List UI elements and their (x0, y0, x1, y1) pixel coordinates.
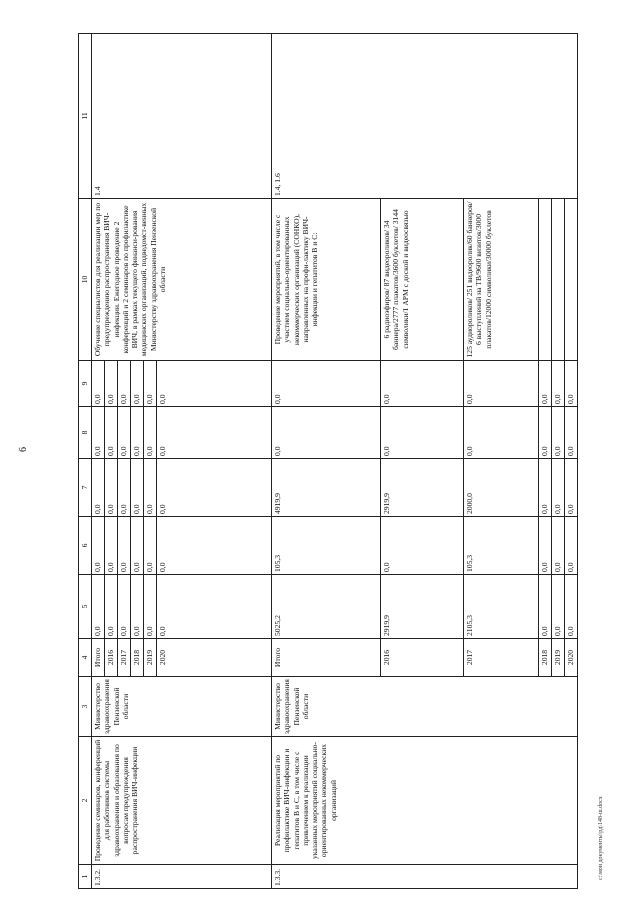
value-cell: 0,0 (144, 575, 157, 639)
value-cell: 5025,2 (272, 575, 381, 639)
value-cell: 0,0 (144, 517, 157, 575)
indicator-ref: 1.4 (92, 34, 272, 199)
value-cell: 0,0 (92, 575, 105, 639)
value-cell: 2000,0 (464, 459, 539, 517)
value-cell: 0,0 (131, 407, 144, 459)
result-2017: 125 аудиороликов/ 251 видеоролик/60 баннеров/ 6 выступлений на ТВ/9600 визиток/3000 плакатов/12000 символики/30000 буклетов (464, 199, 539, 361)
value-cell: 0,0 (552, 361, 565, 407)
col-header-9: 9 (79, 361, 92, 407)
page-number: 6 (18, 447, 29, 452)
result-empty-cell (565, 199, 578, 361)
value-cell: 0,0 (552, 517, 565, 575)
value-cell: 2919,9 (381, 459, 464, 517)
year-cell: 2016 (381, 639, 464, 677)
value-cell: 0,0 (131, 517, 144, 575)
value-cell: 0,0 (157, 517, 272, 575)
year-cell: 2020 (157, 639, 272, 677)
value-cell: 0,0 (131, 459, 144, 517)
value-cell: 0,0 (92, 407, 105, 459)
value-cell: 0,0 (157, 361, 272, 407)
col-header-6: 6 (79, 517, 92, 575)
table-row (272, 34, 381, 889)
value-cell: 0,0 (105, 361, 118, 407)
year-cell: Итого (92, 639, 105, 677)
value-cell: 105,3 (464, 517, 539, 575)
value-cell: 0,0 (552, 407, 565, 459)
value-cell: 0,0 (565, 575, 578, 639)
value-cell: 0,0 (144, 459, 157, 517)
value-cell: 0,0 (381, 361, 464, 407)
value-cell: 0,0 (381, 407, 464, 459)
table-row (92, 34, 105, 889)
col-header-3: 3 (79, 677, 92, 737)
year-cell: Итого (272, 639, 381, 677)
measure-number: 1.3.3. (272, 865, 578, 889)
value-cell: 0,0 (539, 459, 552, 517)
year-cell: 2017 (464, 639, 539, 677)
measure-result: Обучение специалистов для реализации мер по предупреждению распространения ВИЧ-инфекции. Ежегодное проведение 2 конференций и 2 семинаров по профилактике ВИЧ, в рамках текущего финанси-рования медицинских организаций, подведомст-венных Министерству здравоохранения Пензенской области (92, 199, 272, 361)
program-measures-table (78, 33, 578, 889)
value-cell: 4919,9 (272, 459, 381, 517)
value-cell: 0,0 (105, 575, 118, 639)
value-cell: 0,0 (539, 361, 552, 407)
col-header-11: 11 (79, 34, 92, 199)
value-cell: 0,0 (565, 517, 578, 575)
value-cell: 0,0 (118, 517, 131, 575)
measure-executor: Министерство здравоохранения Пензенской области (272, 677, 578, 737)
value-cell: 0,0 (118, 407, 131, 459)
measure-number: 1.3.2. (92, 865, 272, 889)
value-cell: 0,0 (565, 407, 578, 459)
value-cell: 0,0 (118, 575, 131, 639)
value-cell: 2105,3 (464, 575, 539, 639)
value-cell: 0,0 (131, 575, 144, 639)
value-cell: 0,0 (157, 407, 272, 459)
year-cell: 2018 (131, 639, 144, 677)
indicator-ref: 1.4, 1.6 (272, 34, 578, 199)
value-cell: 0,0 (118, 459, 131, 517)
result-2016: 6 радиоэфиров/ 87 видеороликов/ 34 баннера/2777 плакатов/3600 буклетов/ 3144 символики/1 АРМ с доской и видеосвязью (381, 199, 464, 361)
year-cell: 2020 (565, 639, 578, 677)
measure-result: Проведение мероприятий, в том числе с участием социально-ориентированных некоммерческих организаций (СОНКО), направленных на профи-лактику ВИЧ-инфекции и гепатитов В и С: (272, 199, 381, 361)
col-header-10: 10 (79, 199, 92, 361)
value-cell: 0,0 (118, 361, 131, 407)
measure-executor: Министерство здравоохранения Пензенской области (92, 677, 272, 737)
col-header-2: 2 (79, 737, 92, 865)
value-cell: 0,0 (552, 575, 565, 639)
value-cell: 0,0 (539, 575, 552, 639)
rotated-table-sheet (78, 34, 573, 889)
file-path-footer: c:\мои документы\рд\148-ш.docx (598, 796, 604, 880)
value-cell: 0,0 (272, 361, 381, 407)
value-cell: 0,0 (464, 407, 539, 459)
value-cell: 0,0 (464, 361, 539, 407)
year-cell: 2019 (144, 639, 157, 677)
value-cell: 0,0 (552, 459, 565, 517)
value-cell: 0,0 (144, 407, 157, 459)
result-empty-cell (552, 199, 565, 361)
value-cell: 0,0 (381, 517, 464, 575)
value-cell: 0,0 (539, 407, 552, 459)
col-header-1: 1 (79, 865, 92, 889)
value-cell: 0,0 (105, 407, 118, 459)
value-cell: 0,0 (539, 517, 552, 575)
result-empty-cell (539, 199, 552, 361)
year-cell: 2017 (118, 639, 131, 677)
value-cell: 0,0 (565, 459, 578, 517)
col-header-7: 7 (79, 459, 92, 517)
year-cell: 2018 (539, 639, 552, 677)
value-cell: 105,3 (272, 517, 381, 575)
measure-name: Проведение семинаров, конференций для работников системы здравоохранения и образования по вопросам предупреждения распространения ВИЧ-инфекции (92, 737, 272, 865)
value-cell: 0,0 (272, 407, 381, 459)
year-cell: 2016 (105, 639, 118, 677)
value-cell: 0,0 (131, 361, 144, 407)
year-cell: 2019 (552, 639, 565, 677)
column-number-row (79, 34, 92, 889)
value-cell: 0,0 (565, 361, 578, 407)
value-cell: 0,0 (92, 517, 105, 575)
value-cell: 0,0 (105, 517, 118, 575)
value-cell: 0,0 (92, 361, 105, 407)
col-header-8: 8 (79, 407, 92, 459)
value-cell: 2919,9 (381, 575, 464, 639)
col-header-4: 4 (79, 639, 92, 677)
value-cell: 0,0 (157, 459, 272, 517)
value-cell: 0,0 (144, 361, 157, 407)
value-cell: 0,0 (157, 575, 272, 639)
measure-name: Реализация мероприятий по профилактике ВИЧ-инфекции и гепатитов В и С, в том числе с привлечением к реализации указанных мероприятий социально-ориентированных некоммерческих организаций (272, 737, 578, 865)
col-header-5: 5 (79, 575, 92, 639)
value-cell: 0,0 (92, 459, 105, 517)
value-cell: 0,0 (105, 459, 118, 517)
